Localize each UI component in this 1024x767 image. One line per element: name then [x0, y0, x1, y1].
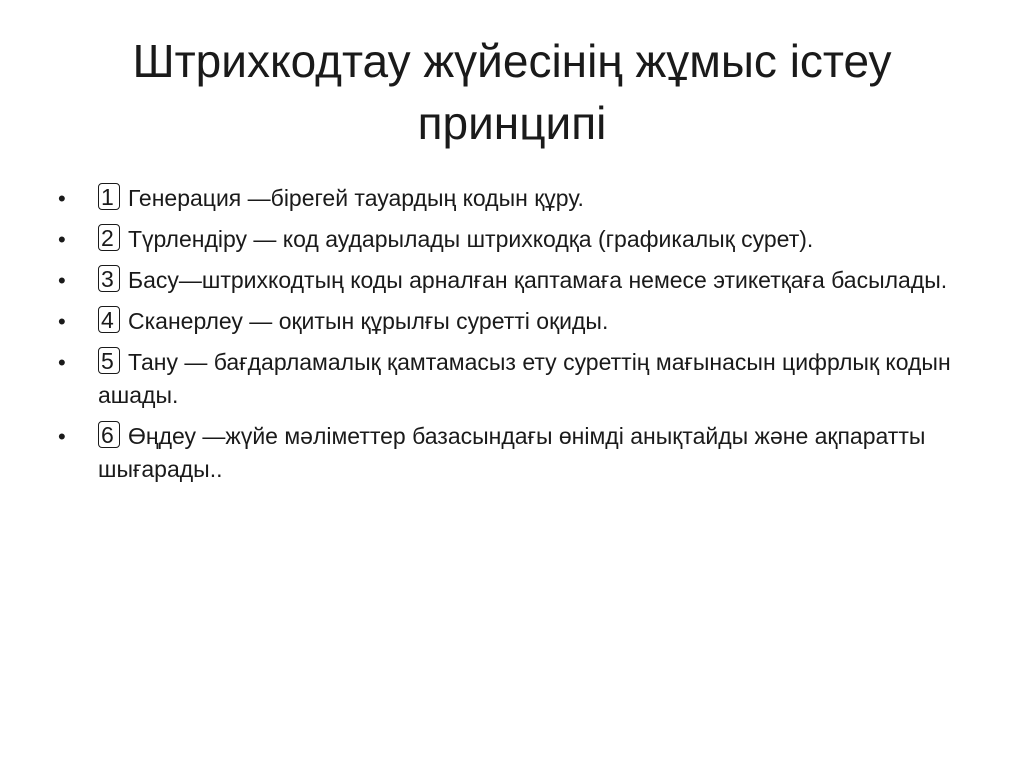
item-number-box: 1 — [98, 183, 120, 210]
item-text: Өңдеу —жүйе мәліметтер базасындағы өнімді анықтайды және ақпаратты шығарады.. — [98, 423, 926, 482]
item-text: Тану — бағдарламалық қамтамасыз ету суреттің мағынасын цифрлық кодын ашады. — [98, 349, 951, 408]
list-item — [58, 305, 958, 338]
bullet-icon: • — [58, 350, 66, 375]
list-item — [58, 182, 958, 215]
list-item — [58, 346, 958, 412]
bullet-icon: • — [58, 227, 66, 252]
list-item — [58, 420, 958, 486]
item-number-box: 4 — [98, 306, 120, 333]
bullet-icon: • — [58, 186, 66, 211]
item-text: Түрлендіру — код аударылады штрихкодқа (графикалық сурет). — [128, 226, 814, 252]
item-number-box: 6 — [98, 421, 120, 448]
item-text: Басу—штрихкодтың коды арналған қаптамаға немесе этикетқаға басылады. — [128, 267, 948, 293]
item-text: Генерация —бірегей тауардың кодын құру. — [128, 185, 584, 211]
bullet-list — [58, 182, 958, 494]
bullet-icon: • — [58, 309, 66, 334]
list-item — [58, 264, 958, 297]
item-text: Сканерлеу — оқитын құрылғы суретті оқиды. — [128, 308, 609, 334]
list-item — [58, 223, 958, 256]
item-number-box: 5 — [98, 347, 120, 374]
bullet-icon: • — [58, 268, 66, 293]
slide-title: Штрихкодтау жүйесінің жұмыс істеу принципі — [132, 35, 892, 149]
item-number-box: 3 — [98, 265, 120, 292]
item-number-box: 2 — [98, 224, 120, 251]
bullet-icon: • — [58, 424, 66, 449]
